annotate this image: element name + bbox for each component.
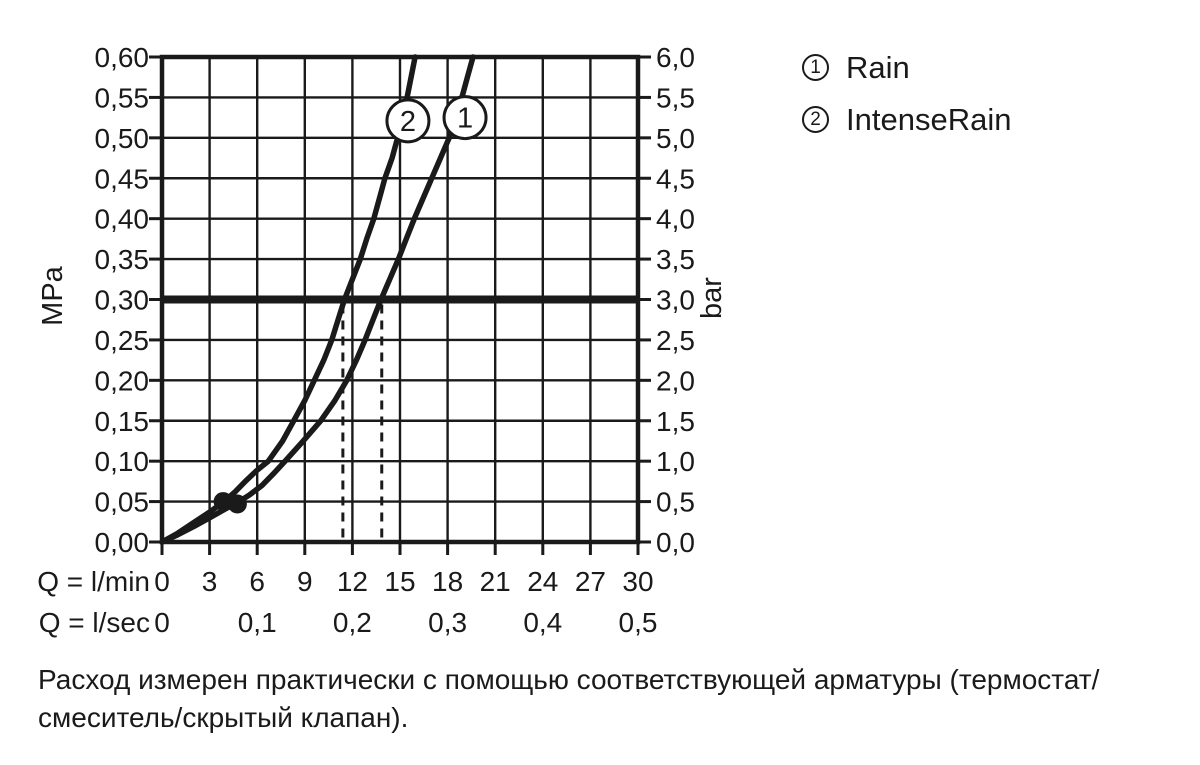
- y-left-unit-label: MPa: [37, 266, 69, 326]
- curve-label-number-2: 2: [399, 105, 417, 138]
- y-right-tick-label: 0,5: [656, 486, 695, 518]
- data-dot: [228, 495, 247, 514]
- legend-symbol-1-icon: 1: [802, 54, 829, 81]
- caption: [38, 661, 1099, 737]
- x-lmin-tick-label: 27: [574, 566, 606, 597]
- x-lsec-tick-label: 0: [154, 607, 170, 638]
- legend-symbol-2-icon: 2: [802, 106, 829, 133]
- y-right-unit-label: bar: [696, 277, 728, 319]
- x-lmin-tick-label: 30: [622, 566, 654, 597]
- y-left-tick-label: 0,25: [94, 324, 149, 356]
- y-right-tick-label: 5,0: [656, 122, 695, 154]
- y-left-tick-label: 0,35: [94, 244, 149, 276]
- curve-label-number-1: 1: [456, 102, 474, 135]
- x-lmin-tick-label: 21: [479, 566, 511, 597]
- y-left-tick-label: 0,15: [94, 405, 149, 437]
- x-axis-lsec-label: Q = l/sec: [38, 607, 150, 638]
- x-lmin-tick-label: 15: [384, 566, 416, 597]
- y-right-tick-label: 4,0: [656, 203, 695, 235]
- x-lmin-tick-label: 6: [249, 566, 265, 597]
- y-right-tick-label: 4,5: [656, 163, 695, 195]
- x-lsec-tick-label: 0,5: [618, 607, 658, 638]
- x-axis-lmin-label: Q = l/min: [37, 566, 150, 597]
- legend-label-rain: Rain: [846, 50, 910, 85]
- caption-line-1: Расход измерен практически с помощью соответствующей арматуры (термостат/: [38, 664, 1100, 695]
- y-left-tick-label: 0,40: [94, 203, 149, 235]
- y-right-tick-label: 1,5: [656, 405, 695, 437]
- y-right-tick-label: 6,0: [656, 42, 695, 73]
- x-lmin-tick-label: 3: [201, 566, 218, 597]
- y-right-tick-label: 2,0: [656, 365, 695, 397]
- x-lsec-tick-label: 0,1: [237, 607, 277, 638]
- y-left-tick-label: 0,50: [94, 122, 149, 154]
- x-lsec-tick-label: 0,2: [332, 607, 372, 638]
- x-lsec-tick-label: 0,3: [428, 607, 468, 638]
- legend-item-rain: [802, 52, 1011, 83]
- x-lmin-tick-label: 24: [527, 566, 559, 597]
- x-lsec-tick-label: 0,4: [523, 607, 563, 638]
- x-lmin-tick-label: 12: [336, 566, 368, 597]
- y-right-tick-label: 3,5: [656, 244, 695, 276]
- y-right-tick-label: 3,0: [656, 284, 695, 316]
- y-right-tick-label: 0,0: [656, 527, 695, 558]
- y-left-tick-label: 0,55: [94, 82, 149, 114]
- legend-item-intenserain: [802, 104, 1011, 135]
- y-left-tick-label: 0,00: [94, 527, 149, 558]
- x-lmin-tick-label: 9: [297, 566, 313, 597]
- y-left-tick-label: 0,20: [94, 365, 149, 397]
- y-left-tick-label: 0,60: [94, 42, 149, 73]
- caption-line-2: смеситель/скрытый клапан).: [38, 702, 409, 733]
- y-left-tick-label: 0,30: [94, 284, 149, 316]
- legend-label-intenserain: IntenseRain: [846, 102, 1012, 137]
- y-left-tick-label: 0,45: [94, 163, 149, 195]
- y-right-tick-label: 2,5: [656, 324, 695, 356]
- y-right-tick-label: 5,5: [656, 82, 695, 114]
- x-lmin-tick-label: 18: [432, 566, 464, 597]
- y-left-tick-label: 0,10: [94, 446, 149, 478]
- y-right-tick-label: 1,0: [656, 446, 695, 478]
- y-left-tick-label: 0,05: [94, 486, 149, 518]
- x-lmin-tick-label: 0: [154, 566, 170, 597]
- legend: [802, 52, 1011, 135]
